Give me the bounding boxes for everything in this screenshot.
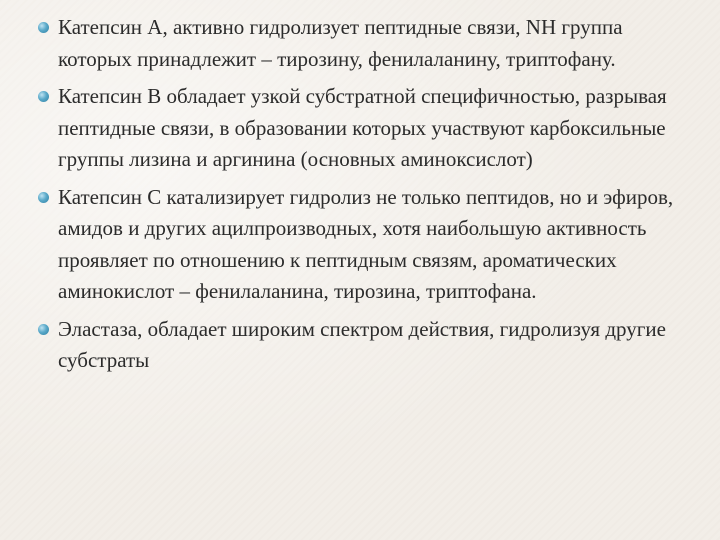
bullet-text: Эластаза, обладает широким спектром действия, гидролизуя другие субстраты bbox=[58, 316, 666, 372]
bullet-text: Катепсин А, активно гидролизует пептидные связи, NH группа которых принадлежит – тирозину, фенилаланину, триптофану. bbox=[58, 15, 623, 71]
bullet-item-cathepsin-a bbox=[38, 12, 698, 75]
round-bullet-icon bbox=[38, 91, 49, 102]
round-bullet-icon bbox=[38, 192, 49, 203]
round-bullet-icon bbox=[38, 22, 49, 33]
bullet-item-cathepsin-c bbox=[38, 182, 698, 308]
bullet-list bbox=[38, 12, 698, 383]
bullet-text: Катепсин В обладает узкой субстратной специфичностью, разрывая пептидные связи, в образовании которых участвуют карбоксильные группы лизина и аргинина (основных аминоксислот) bbox=[58, 84, 667, 171]
bullet-text: Катепсин С катализирует гидролиз не только пептидов, но и эфиров, амидов и других ацилпроизводных, хотя наибольшую активность проявляет по отношению к пептидным связям, ароматических аминокислот – фенилаланина, тирозина, триптофана. bbox=[58, 184, 674, 303]
bullet-item-elastase bbox=[38, 314, 698, 377]
round-bullet-icon bbox=[38, 324, 49, 335]
bullet-item-cathepsin-b bbox=[38, 81, 698, 176]
